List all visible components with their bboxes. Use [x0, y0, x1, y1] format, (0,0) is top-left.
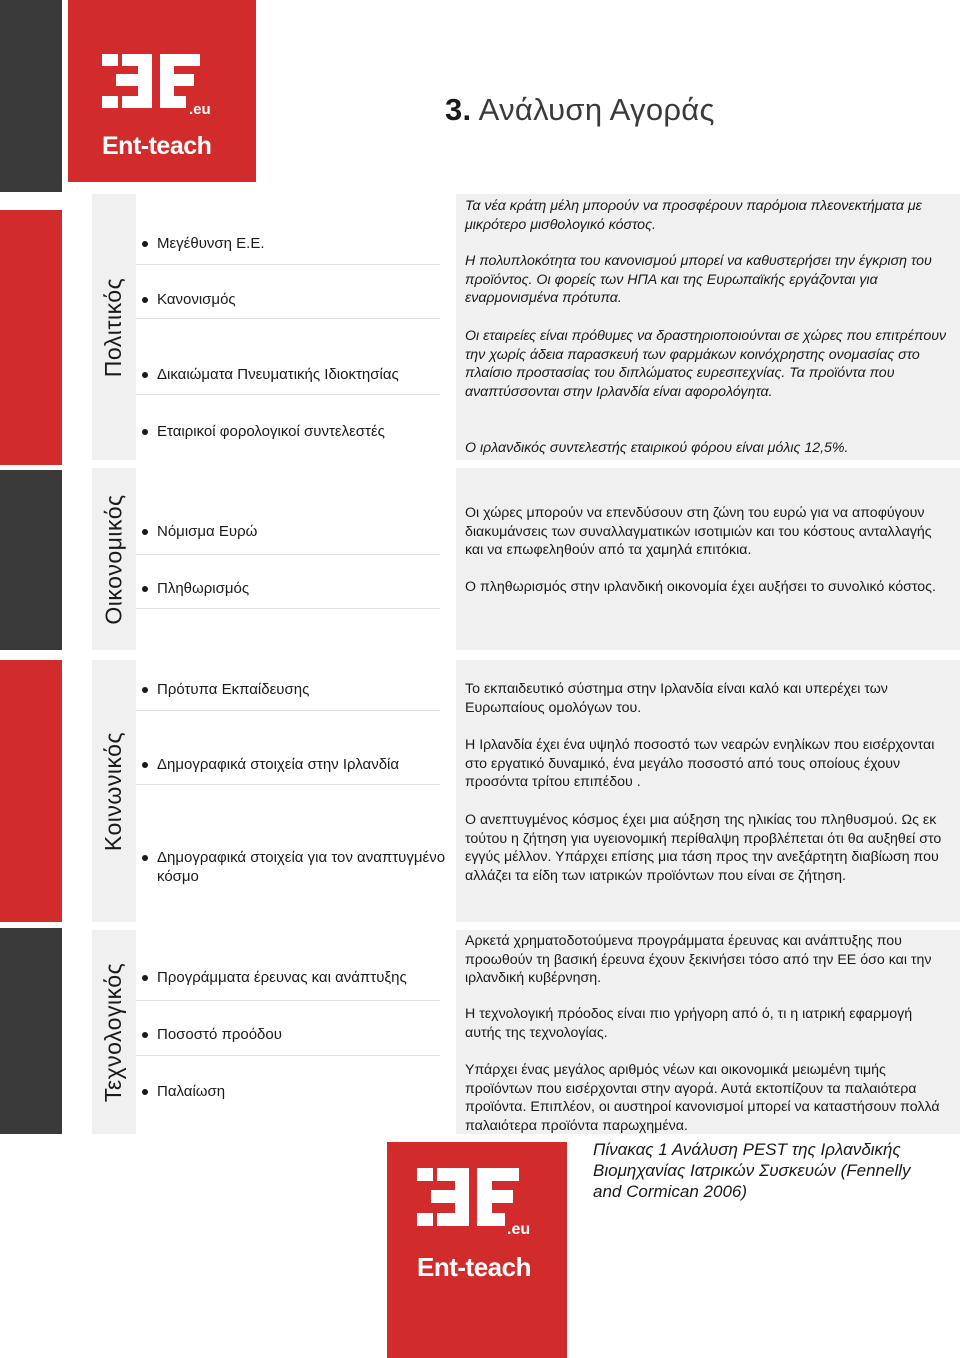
factor-item: Παλαίωση [142, 1082, 447, 1101]
table-caption: Πίνακας 1 Ανάλυση PEST της Ιρλανδικής Βιομηχανίας Ιατρικών Συσκευών (Fennelly and Cormican 2006) [593, 1140, 911, 1201]
factor-item: Προγράμματα έρευνας και ανάπτυξης [142, 968, 447, 987]
section-label-economic: Οικονομικός [92, 468, 136, 650]
factor-list [136, 468, 440, 650]
description-paragraph: Αρκετά χρηματοδοτούμενα προγράμματα έρευνας και ανάπτυξης που προωθούν τη βασική έρευνα έχουν ξεκινήσει τόσο από την ΕΕ όσο και την ιρλανδική κυβέρνηση. [465, 933, 932, 986]
description-paragraph: Υπάρχει ένας μεγάλος αριθμός νέων και οικονομικά μειωμένη τιμής προϊόντων που εισέρχονται στην αγορά. Αυτά εκτοπίζουν τα παλαιότερα προϊόντα. Επιπλέον, οι αυστηροί κανονισμοί μπορεί να καταστήσουν πολλά παλαιότερα προϊόντα παρωχημένα. [465, 1062, 940, 1134]
logo-mark-icon [417, 1164, 541, 1294]
factor-item: Δημογραφικά στοιχεία στην Ιρλανδία [142, 755, 447, 774]
section-label-social: Κοινωνικός [92, 660, 136, 922]
decorative-bar [0, 0, 62, 192]
description-paragraph: Το εκπαιδευτικό σύστημα στην Ιρλανδία είναι καλό και υπερέχει των Ευρωπαίους ομολόγων του. [465, 681, 888, 716]
description-cell [456, 468, 960, 650]
description-paragraph: Ο πληθωρισμός στην ιρλανδική οικονομία έχει αυξήσει το συνολικό κόστος. [465, 579, 936, 595]
factor-item: Ποσοστό προόδου [142, 1025, 447, 1044]
section-strip [0, 660, 62, 922]
description-paragraph: Οι χώρες μπορούν να επενδύσουν στη ζώνη του ευρώ για να αποφύγουν διακυμάνσεις των συναλλαγματικών ισοτιμιών και του κόστους ανταλλαγής και να επωφεληθούν από τα χαμηλά επιτόκια. [465, 505, 932, 558]
section-label-political: Πολιτικός [92, 194, 136, 460]
description-paragraph: Η Ιρλανδία έχει ένα υψηλό ποσοστό των νεαρών ενηλίκων που εισέρχονται στο εργατικό δυναμικό, ένα μεγάλο ποσοστό από τους οποίους έχουν προσόντα τρίτου επιπέδου . [465, 737, 935, 790]
ent-teach-logo [68, 0, 256, 182]
description-cell [456, 194, 960, 460]
ent-teach-logo [387, 1142, 567, 1358]
section-strip [0, 470, 62, 650]
description-paragraph: Τα νέα κράτη μέλη μπορούν να προσφέρουν παρόμοια πλεονεκτήματα με μικρότερο μισθολογικό κόστος. [465, 198, 922, 233]
logo-mark-icon [102, 50, 222, 160]
factor-list [136, 930, 440, 1134]
factor-item: Εταιρικοί φορολογικοί συντελεστές [142, 422, 447, 441]
factor-item: Δημογραφικά στοιχεία για τον αναπτυγμένο κόσμο [142, 848, 447, 886]
svg-text:Ent-teach: Ent-teach [102, 132, 212, 160]
factor-item: Νόμισμα Ευρώ [142, 522, 447, 541]
svg-text:Ent-teach: Ent-teach [417, 1252, 531, 1282]
factor-item: Πρότυπα Εκπαίδευσης [142, 680, 447, 699]
factor-item: Μεγέθυνση Ε.Ε. [142, 234, 447, 253]
description-paragraph: Η πολυπλοκότητα του κανονισμού μπορεί να καθυστερήσει την έγκριση του προϊόντος. Οι φορείς των ΗΠΑ και της Ευρωπαϊκής εργάζονται για εναρμονισμένα πρότυπα. [465, 253, 932, 306]
svg-text:.eu: .eu [507, 1221, 531, 1238]
svg-text:.eu: .eu [189, 101, 211, 118]
section-strip [0, 928, 62, 1134]
description-paragraph: Οι εταιρείες είναι πρόθυμες να δραστηριοποιούνται σε χώρες που επιτρέπουν την χωρίς άδεια παρασκευή των φαρμάκων κοινόχρηστης ονομασίας στο πλαίσιο προστασίας του διπλώματος ευρεσιτεχνίας. Τα προϊόντα που αναπτύσσονται στην Ιρλανδία είναι αφορολόγητα. [465, 328, 947, 400]
factor-item: Πληθωρισμός [142, 579, 447, 598]
factor-item: Δικαιώματα Πνευματικής Ιδιοκτησίας [142, 365, 447, 384]
description-cell [456, 660, 960, 922]
section-strip [0, 210, 62, 465]
description-paragraph: Ο ιρλανδικός συντελεστής εταιρικού φόρου είναι μόλις 12,5%. [465, 440, 849, 456]
factor-item: Κανονισμός [142, 290, 447, 309]
description-paragraph: Η τεχνολογική πρόοδος είναι πιο γρήγορη από ό, τι η ιατρική εφαρμογή αυτής της τεχνολογίας. [465, 1006, 913, 1041]
factor-list [136, 660, 446, 922]
factor-list [136, 194, 440, 460]
description-cell [456, 930, 960, 1134]
section-label-technological: Τεχνολογικός [92, 930, 136, 1134]
page-title: 3. Ανάλυση Αγοράς [445, 92, 715, 127]
description-paragraph: Ο ανεπτυγμένος κόσμος έχει μια αύξηση της ηλικίας του πληθυσμού. Ως εκ τούτου η ζήτηση για υγειονομική περίθαλψη προβλέπεται ότι θα αυξηθεί στο εγγύς μέλλον. Υπάρχει επίσης μια τάση προς την ανεξάρτητη διαβίωση που αλλάζει τα είδη των ιατρικών προϊόντων που είναι σε ζήτηση. [465, 812, 942, 884]
